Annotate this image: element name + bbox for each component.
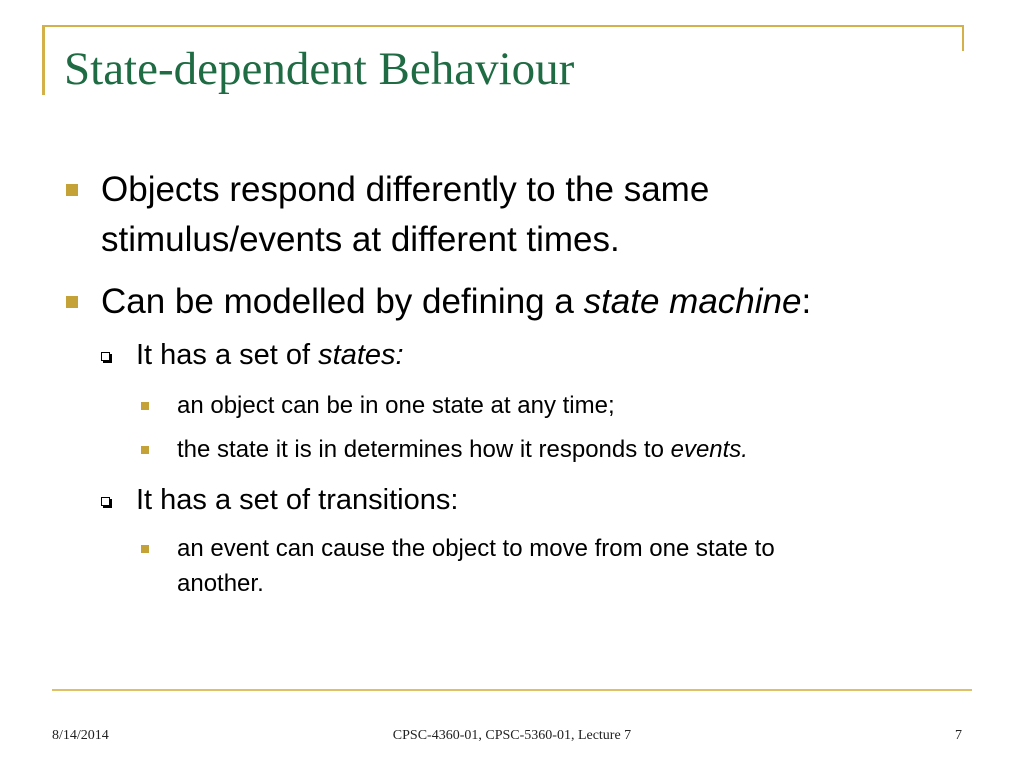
sub-bullet-2a-line-1: an event can cause the object to move from one state to	[177, 535, 775, 562]
frame-left-rule	[42, 25, 45, 95]
slide-title: State-dependent Behaviour	[64, 43, 575, 95]
sub-bullet-2a-line-2: another.	[177, 570, 264, 597]
footer-rule	[52, 689, 972, 691]
bullet-2-tail: :	[801, 282, 812, 321]
square-bullet-icon	[141, 446, 149, 454]
bullet-2-text: Can be modelled by defining a	[101, 282, 584, 321]
sub-bullet-1-text: It has a set of	[136, 339, 319, 371]
footer-course: CPSC-4360-01, CPSC-5360-01, Lecture 7	[392, 728, 632, 743]
frame-top-rule	[42, 25, 964, 27]
sub-bullet-1b-text: the state it is in determines how it responds to	[177, 436, 671, 463]
square-bullet-icon	[66, 296, 78, 308]
hollow-square-bullet-icon	[101, 497, 110, 506]
frame-right-rule	[962, 25, 964, 51]
sub-bullet-1b	[177, 434, 748, 466]
footer-date: 8/14/2014	[52, 728, 109, 743]
footer-page-number: 7	[955, 728, 962, 743]
bullet-2-italic: state machine	[583, 282, 802, 321]
hollow-square-bullet-icon	[101, 352, 110, 361]
sub-bullet-1-italic: states:	[318, 339, 404, 371]
square-bullet-icon	[66, 184, 78, 196]
sub-bullet-1a: an object can be in one state at any time;	[177, 392, 615, 419]
sub-bullet-2: It has a set of transitions:	[136, 484, 459, 516]
bullet-2	[101, 280, 811, 323]
bullet-1-line-1: Objects respond differently to the same	[101, 170, 710, 209]
sub-bullet-1b-italic: events.	[670, 436, 748, 463]
bullet-1-line-2: stimulus/events at different times.	[101, 220, 620, 259]
square-bullet-icon	[141, 545, 149, 553]
sub-bullet-1	[136, 337, 404, 373]
square-bullet-icon	[141, 402, 149, 410]
